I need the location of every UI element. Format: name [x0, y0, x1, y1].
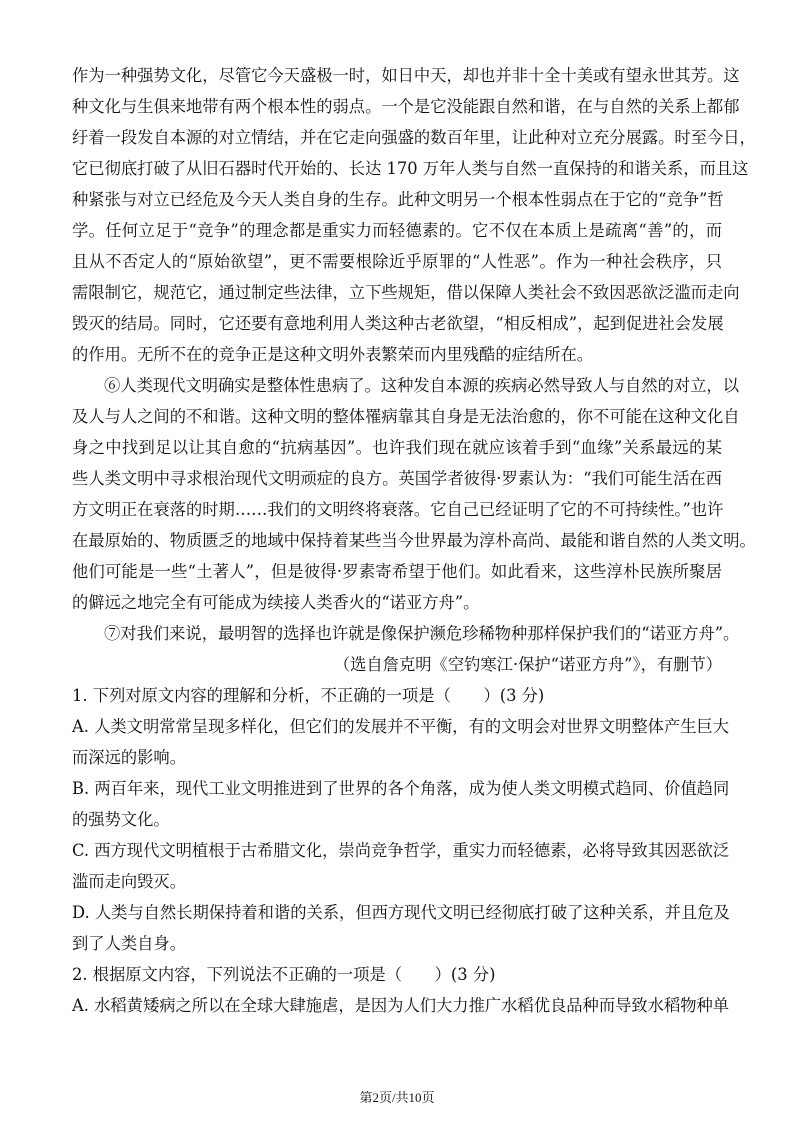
- passage-line: 需限制它，规范它，通过制定些法律，立下些规矩，借以保障人类社会不致因恶欲泛滥而走向: [72, 283, 740, 302]
- paragraph-7: ⑦对我们来说，最明智的选择也许就是像保护濒危珍稀物种那样保护我们的“诺亚方舟”。: [104, 624, 740, 643]
- passage-line: 的作用。无所不在的竞争正是这种文明外表繁荣而内里残酷的症结所在。: [72, 345, 594, 364]
- passage-line: 作为一种强势文化，尽管它今天盛极一时，如日中天，却也并非十全十美或有望永世其芳。这: [72, 66, 740, 85]
- question-2-stem: 2. 根据原文内容，下列说法不正确的一项是（ ）(3 分): [72, 965, 496, 984]
- question-1-option-b: B. 两百年来，现代工业文明推进到了世界的各个角落，成为使人类文明模式趋同、价值趋同: [72, 779, 730, 798]
- passage-line: 及人与人之间的不和谐。这种文明的整体罹病靠其自身是无法治愈的，你不可能在这种文化自: [72, 407, 740, 426]
- source-attribution: （选自詹克明《空钓寒江·保护“诺亚方舟”》，有删节）: [333, 655, 722, 674]
- question-1-option-a: A. 人类文明常常呈现多样化，但它们的发展并不平衡，有的文明会对世界文明整体产生巨大: [72, 717, 730, 736]
- passage-line: 些人类文明中寻求根治现代文明顽症的良方。英国学者彼得·罗素认为：“我们可能生活在西: [72, 469, 722, 488]
- question-1-option-d: D. 人类与自然长期保持着和谐的关系，但西方现代文明已经彻底打破了这种关系，并且危及: [72, 903, 730, 922]
- question-1-option-d-cont: 到了人类自身。: [72, 934, 186, 953]
- passage-line: 且从不否定人的“原始欲望”，更不需要根除近乎原罪的“人性恶”。作为一种社会秩序，只: [72, 252, 722, 271]
- question-1-option-c: C. 西方现代文明植根于古希腊文化，崇尚竞争哲学，重实力而轻德素，必将导致其因恶欲泛: [72, 841, 730, 860]
- passage-line: 毁灭的结局。同时，它还要有意地利用人类这种古老欲望，“相反相成”，起到促进社会发展: [72, 314, 724, 333]
- question-1-stem: 1. 下列对原文内容的理解和分析，不正确的一项是（ ）(3 分): [72, 686, 545, 705]
- passage-line: 它已彻底打破了从旧石器时代开始的、长达 170 万年人类与自然一直保持的和谐关系，而且这: [72, 159, 749, 178]
- passage-line: 的僻远之地完全有可能成为续接人类香火的“诺亚方舟”。: [72, 593, 480, 612]
- paragraph-6-first-line: ⑥人类现代文明确实是整体性患病了。这种发自本源的疾病必然导致人与自然的对立，以: [104, 376, 739, 395]
- question-1-option-c-cont: 滥而走向毁灭。: [72, 872, 186, 891]
- passage-line: 他们可能是一些“土著人”，但是彼得·罗素寄希望于他们。如此看来，这些淳朴民族所聚居: [72, 562, 722, 581]
- question-1-option-b-cont: 的强势文化。: [72, 810, 170, 829]
- passage-line: 在最原始的、物质匮乏的地域中保持着某些当今世界最为淳朴高尚、最能和谐自然的人类文明。: [72, 531, 756, 550]
- passage-line: 学。任何立足于“竞争”的理念都是重实力而轻德素的。它不仅在本质上是疏离“善”的，而: [72, 221, 722, 240]
- passage-line: 种文化与生俱来地带有两个根本性的弱点。一个是它没能跟自然和谐，在与自然的关系上都郁: [72, 97, 740, 116]
- passage-line: 种紧张与对立已经危及今天人类自身的生存。此种文明另一个根本性弱点在于它的“竞争”哲: [72, 190, 724, 209]
- passage-line: 方文明正在衰落的时期……我们的文明终将衰落。它自己已经证明了它的不可持续性。”也许: [72, 500, 724, 519]
- passage-line: 身之中找到足以让其自愈的“抗病基因”。也许我们现在就应该着手到“血缘”关系最远的某: [72, 438, 722, 457]
- question-2-option-a: A. 水稻黄矮病之所以在全球大肆施虐，是因为人们大力推广水稻优良品种而导致水稻物种单: [72, 996, 730, 1015]
- page-number: 第2页/共10页: [359, 1090, 435, 1105]
- question-1-option-a-cont: 而深远的影响。: [72, 748, 186, 767]
- passage-line: 纡着一段发自本源的对立情结，并在它走向强盛的数百年里，让此种对立充分展露。时至今日，: [72, 128, 756, 147]
